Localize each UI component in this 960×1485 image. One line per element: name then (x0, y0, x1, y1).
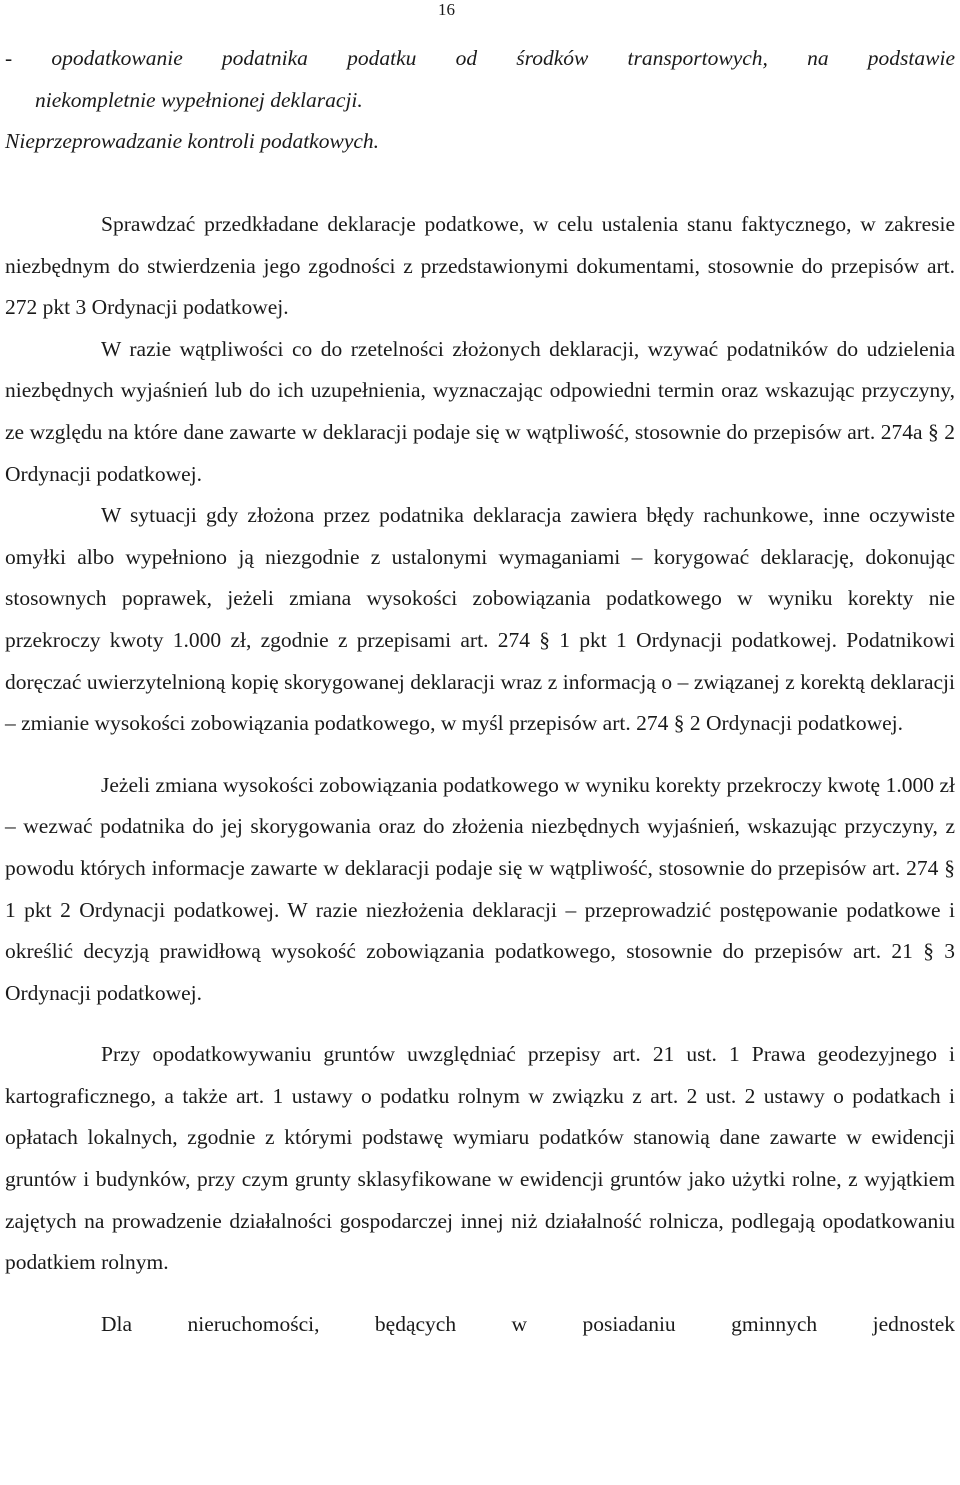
intro-line: - opodatkowanie podatnika podatku od środków transportowych, na podstawie (5, 46, 955, 70)
intro-line: niekompletnie wypełnionej deklaracji. (35, 87, 363, 112)
body-text (5, 204, 955, 1345)
paragraph: Przy opodatkowywaniu gruntów uwzględniać przepisy art. 21 ust. 1 Prawa geodezyjnego i kartograficznego, a także art. 1 ustawy o podatku rolnym w związku z art. 2 ust. 2 ustawy o podatkach i opłatach lokalnych, zgodnie z którymi podstawę wymiaru podatków stanowią dane zawarte w ewidencji gruntów i budynków, przy czym grunty sklasyfikowane w ewidencji gruntów jako użytki rolne, z wyjątkiem zajętych na prowadzenie działalności gospodarczej innej niż działalność rolnicza, podlegają opodatkowaniu podatkiem rolnym. (5, 1042, 955, 1275)
paragraph: W razie wątpliwości co do rzetelności złożonych deklaracji, wzywać podatników do udzielenia niezbędnych wyjaśnień lub do ich uzupełnienia, wyznaczając odpowiedni termin oraz wskazując przyczyny, ze względu na które dane zawarte w deklaracji podaje się w wątpliwość, stosownie do przepisów art. 274a § 2 Ordynacji podatkowej. (5, 336, 955, 486)
page-number: 16 (438, 0, 455, 19)
paragraph: Jeżeli zmiana wysokości zobowiązania podatkowego w wyniku korekty przekroczy kwotę 1.000 zł – wezwać podatnika do jej skorygowania oraz do złożenia niezbędnych wyjaśnień, wskazując przyczyny, z powodu których informacje zawarte w deklaracji podaje się w wątpliwość, stosownie do przepisów art. 274 § 1 pkt 2 Ordynacji podatkowej. W razie niezłożenia deklaracji – przeprowadzić postępowanie podatkowe i określić decyzją prawidłową wysokość zobowiązania podatkowego, stosownie do przepisów art. 21 § 3 Ordynacji podatkowej. (5, 772, 955, 1005)
paragraph: Dla nieruchomości, będących w posiadaniu gminnych jednostek (101, 1311, 955, 1336)
paragraph: Sprawdzać przedkładane deklaracje podatkowe, w celu ustalenia stanu faktycznego, w zakresie niezbędnym do stwierdzenia jego zgodności z przedstawionymi dokumentami, stosownie do przepisów art. 272 pkt 3 Ordynacji podatkowej. (5, 212, 955, 320)
intro-line: Nieprzeprowadzanie kontroli podatkowych. (5, 129, 380, 154)
paragraph: W sytuacji gdy złożona przez podatnika deklaracja zawiera błędy rachunkowe, inne oczywiste omyłki albo wypełniono ją niezgodnie z ustalonymi wymaganiami – korygować deklarację, dokonując stosownych poprawek, jeżeli zmiana wysokości zobowiązania podatkowego w wyniku korekty nie przekroczy kwoty 1.000 zł, zgodnie z przepisami art. 274 § 1 pkt 1 Ordynacji podatkowej. Podatnikowi doręczać uwierzytelnioną kopię skorygowanej deklaracji wraz z informacją o – związanej z korektą deklaracji – zmianie wysokości zobowiązania podatkowego, w myśl przepisów art. 274 § 2 Ordynacji podatkowej. (5, 503, 955, 736)
intro-block (5, 38, 955, 163)
